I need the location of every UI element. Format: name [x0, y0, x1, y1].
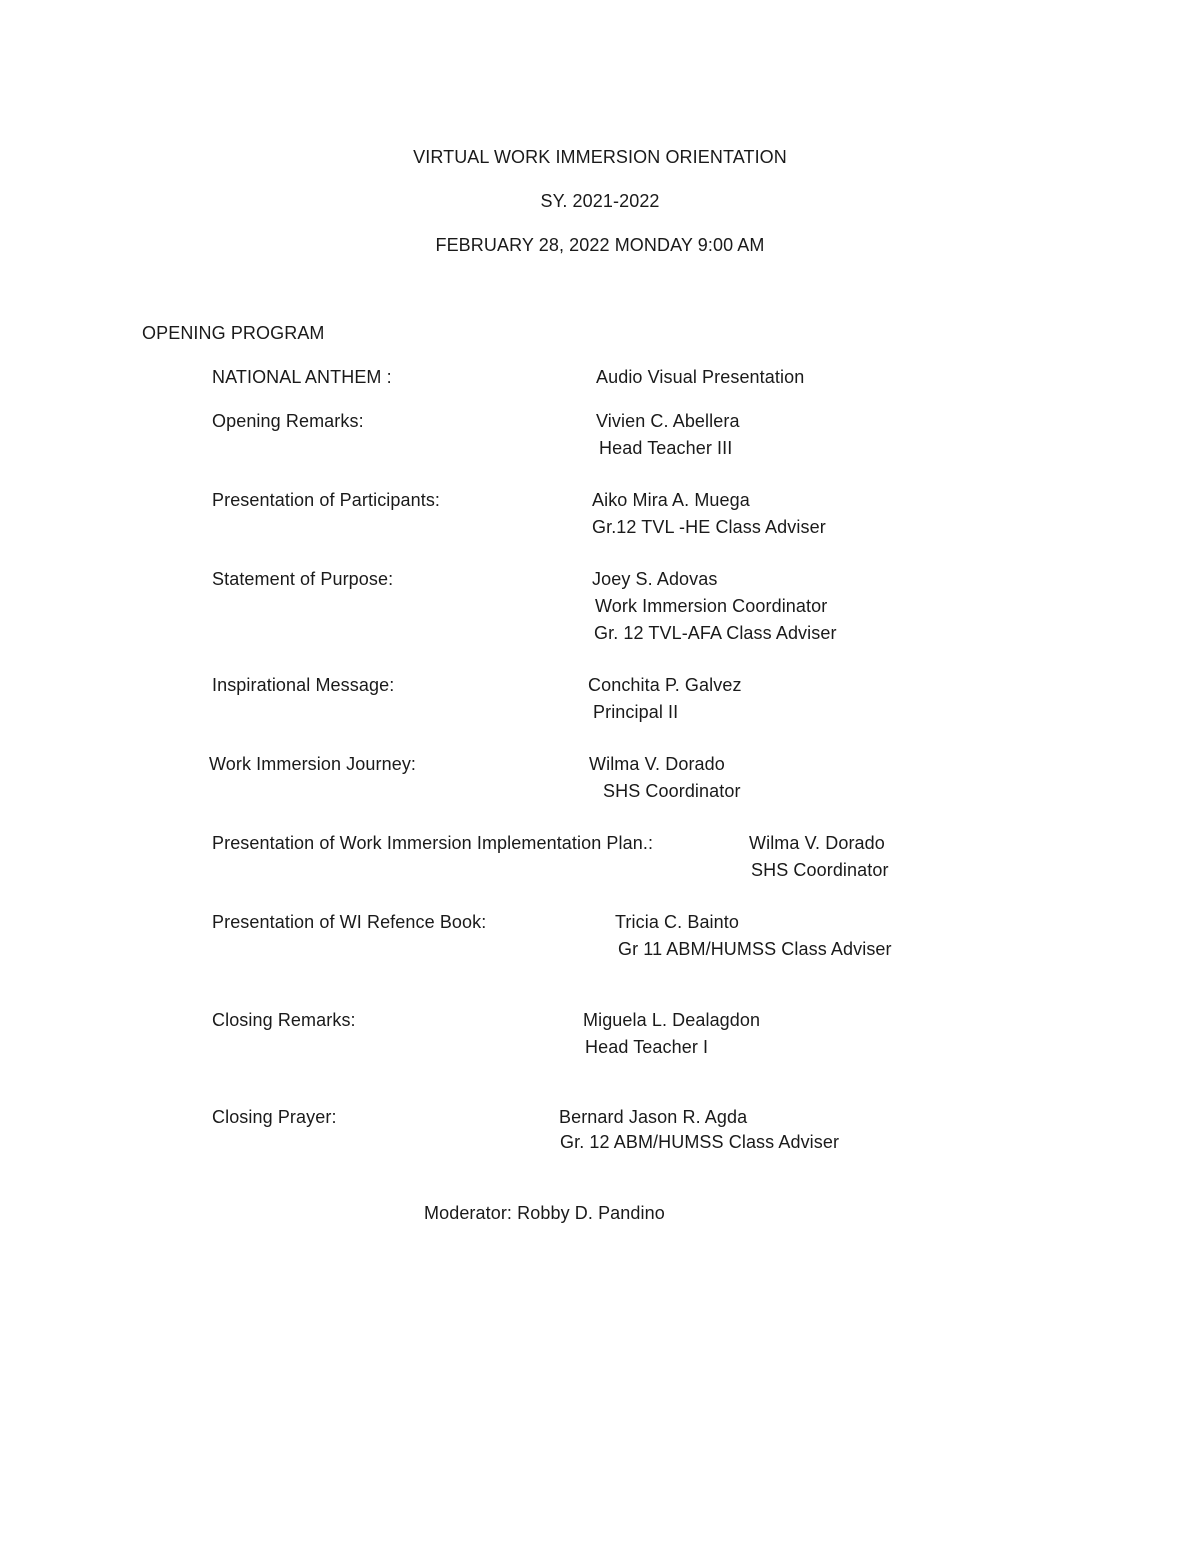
program-label-national-anthem: NATIONAL ANTHEM : — [212, 367, 392, 387]
program-role2-statement-purpose: Gr. 12 TVL-AFA Class Adviser — [594, 623, 837, 643]
program-label-inspirational-message: Inspirational Message: — [212, 675, 395, 695]
program-label-work-immersion-journey: Work Immersion Journey: — [209, 754, 417, 774]
program-speaker-inspirational-message: Conchita P. Galvez — [588, 675, 742, 695]
program-label-implementation-plan: Presentation of Work Immersion Implementation Plan.: — [212, 833, 654, 853]
program-speaker-closing-remarks: Miguela L. Dealagdon — [583, 1010, 761, 1030]
program-label-statement-purpose: Statement of Purpose: — [212, 569, 394, 589]
program-speaker-implementation-plan: Wilma V. Dorado — [749, 833, 885, 853]
program-role-inspirational-message: Principal II — [593, 702, 679, 722]
program-speaker-presentation-participants: Aiko Mira A. Muega — [592, 490, 750, 510]
program-role-closing-prayer: Gr. 12 ABM/HUMSS Class Adviser — [560, 1132, 840, 1152]
program-role-closing-remarks: Head Teacher I — [585, 1037, 709, 1057]
program-speaker-work-immersion-journey: Wilma V. Dorado — [589, 754, 725, 774]
school-year: SY. 2021-2022 — [540, 191, 660, 211]
program-speaker-closing-prayer: Bernard Jason R. Agda — [559, 1107, 748, 1127]
section-title: OPENING PROGRAM — [142, 323, 325, 343]
program-label-reference-book: Presentation of WI Refence Book: — [212, 912, 487, 932]
program-speaker-reference-book: Tricia C. Bainto — [615, 912, 739, 932]
program-role-opening-remarks: Head Teacher III — [599, 438, 733, 458]
program-role-statement-purpose: Work Immersion Coordinator — [595, 596, 828, 616]
program-role-work-immersion-journey: SHS Coordinator — [603, 781, 741, 801]
program-label-opening-remarks: Opening Remarks: — [212, 411, 364, 431]
document-title: VIRTUAL WORK IMMERSION ORIENTATION — [413, 147, 787, 167]
program-label-presentation-participants: Presentation of Participants: — [212, 490, 441, 510]
program-speaker-opening-remarks: Vivien C. Abellera — [596, 411, 740, 431]
program-value-national-anthem: Audio Visual Presentation — [596, 367, 805, 387]
program-role-reference-book: Gr 11 ABM/HUMSS Class Adviser — [618, 939, 892, 959]
program-role-presentation-participants: Gr.12 TVL -HE Class Adviser — [592, 517, 826, 537]
program-label-closing-prayer: Closing Prayer: — [212, 1107, 337, 1127]
moderator-line: Moderator: Robby D. Pandino — [424, 1203, 665, 1223]
program-speaker-statement-purpose: Joey S. Adovas — [592, 569, 718, 589]
program-role-implementation-plan: SHS Coordinator — [751, 860, 889, 880]
event-date-time: FEBRUARY 28, 2022 MONDAY 9:00 AM — [435, 235, 765, 255]
program-label-closing-remarks: Closing Remarks: — [212, 1010, 356, 1030]
